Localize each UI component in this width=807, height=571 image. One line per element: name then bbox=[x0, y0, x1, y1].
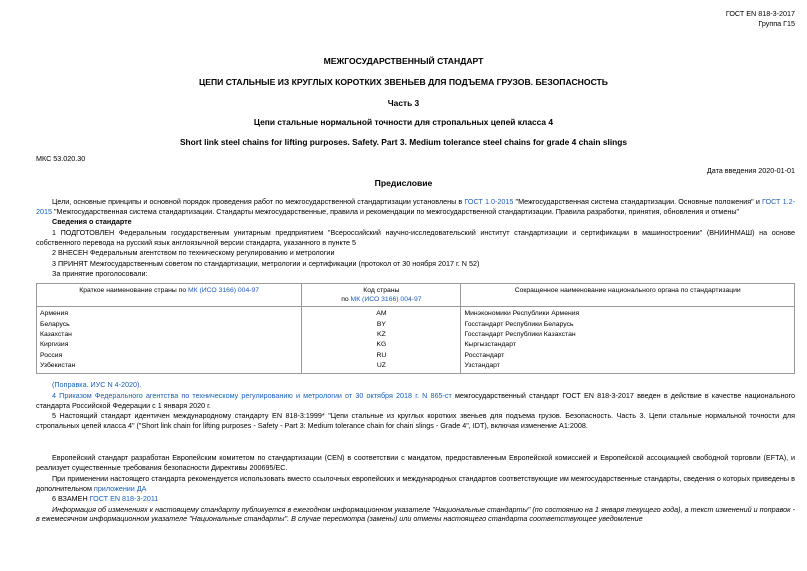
foreword-text: "Межгосударственная система стандартизации. Стандарты межгосударственные, правила и рекомендации по межгосударственной стандартизации. Правила разработки, принятия, обновления и отмены" bbox=[52, 206, 740, 216]
item-4-text: межгосударственный стандарт ГОСТ EN 818-3-2017 введен в действие в качестве национального стандарта Российской Федерации с 1 января 2020 г. bbox=[36, 390, 796, 410]
mk-iso-link[interactable]: МК (ИСО 3166) 004-97 bbox=[188, 287, 260, 294]
code-cell: BY bbox=[302, 320, 461, 330]
table-row bbox=[37, 320, 795, 330]
item-4 bbox=[36, 391, 795, 411]
standard-heading: МЕЖГОСУДАРСТВЕННЫЙ СТАНДАРТ bbox=[323, 56, 484, 66]
table-row bbox=[37, 351, 795, 361]
foreword-paragraph bbox=[36, 197, 795, 217]
column-header-code bbox=[302, 284, 461, 307]
item-5: 5 Настоящий стандарт идентичен международному стандарту EN 818-3:1999* "Цепи стальные из круглых коротких звеньев для подъема грузов. Безопасность. Часть 3. Цепи стальные нормальной точности для стропальных цепей класса 4" ("Short link chain for lifting purposes - Safety - Part 3: Medium tolerance chain for chain slings - Grade 4", IDT), включая изменение A1:2008. bbox=[36, 410, 795, 430]
country-cell: Беларусь bbox=[37, 320, 302, 330]
body-cell: Кыргызстандарт bbox=[461, 340, 795, 350]
table-row bbox=[37, 361, 795, 374]
item-6 bbox=[36, 494, 795, 504]
foreword-body bbox=[36, 197, 795, 525]
country-cell: Казахстан bbox=[37, 330, 302, 340]
header-text: Код страны bbox=[363, 287, 400, 294]
mks-code: МКС 53.020.30 bbox=[36, 154, 86, 163]
countries-table bbox=[36, 283, 795, 374]
body-cell: Госстандарт Республики Казахстан bbox=[461, 330, 795, 340]
apply-note bbox=[36, 474, 795, 494]
order-link[interactable]: 4 Приказом Федерального агентства по техническому регулированию и метрологии от 30 октября 2018 г. N 865-ст bbox=[52, 390, 452, 400]
table-row bbox=[37, 340, 795, 350]
gost-1-2-link[interactable]: ГОСТ 1.2-2015 bbox=[36, 197, 795, 216]
body-cell: Росстандарт bbox=[461, 351, 795, 361]
foreword-text: Цели, основные принципы и основной порядок проведения работ по межгосударственной стандартизации установлены в bbox=[52, 197, 465, 206]
info-heading: Сведения о стандарте bbox=[52, 217, 132, 227]
intro-date: Дата введения 2020-01-01 bbox=[706, 166, 795, 175]
header-codes bbox=[726, 9, 795, 30]
column-header-country bbox=[37, 284, 302, 307]
header-text: Краткое наименование страны по bbox=[79, 287, 189, 294]
item-6-text: 6 ВЗАМЕН bbox=[52, 494, 90, 504]
code-cell: AM bbox=[302, 307, 461, 320]
item-2: 2 ВНЕСЕН Федеральным агентством по техническому регулированию и метрологии bbox=[52, 248, 335, 258]
amendment-link[interactable]: (Поправка. ИУС N 4-2020). bbox=[52, 380, 142, 390]
body-cell: Госстандарт Республики Беларусь bbox=[461, 320, 795, 330]
european-note: Европейский стандарт разработан Европейским комитетом по стандартизации (CEN) в соответствии с мандатом, предоставленным Европейской комиссией и Европейской ассоциацией свободной торговли (EFTA), и реализует существенные требования безопасности Директивы 200695/ЕС. bbox=[36, 453, 795, 473]
doc-code: ГОСТ EN 818-3-2017 bbox=[725, 9, 795, 18]
code-cell: RU bbox=[302, 351, 461, 361]
mk-iso-link[interactable]: МК (ИСО 3166) 004-97 bbox=[350, 296, 422, 304]
table-row bbox=[37, 330, 795, 340]
apply-text: При применении настоящего стандарта рекомендуется использовать вместо ссылочных европейских и международных стандартов соответствующие им межгосударственные стандарты, сведения о которых приведены в дополнительном bbox=[36, 473, 795, 493]
annex-da-link[interactable]: приложении ДА bbox=[93, 483, 147, 493]
item-3: 3 ПРИНЯТ Межгосударственным советом по стандартизации, метрологии и сертификации (протокол от 30 ноября 2017 г. N 52) bbox=[52, 258, 480, 268]
document-subtitle: Цепи стальные нормальной точности для стропальных цепей класса 4 bbox=[253, 117, 554, 127]
gost-1-0-link[interactable]: ГОСТ 1.0-2015 bbox=[464, 197, 514, 206]
country-cell: Киргизия bbox=[37, 340, 302, 350]
body-cell: Узстандарт bbox=[461, 361, 795, 374]
amendment-note bbox=[36, 380, 795, 390]
code-cell: KZ bbox=[302, 330, 461, 340]
part-heading: Часть 3 bbox=[387, 98, 420, 108]
code-cell: KG bbox=[302, 340, 461, 350]
country-cell: Армения bbox=[37, 307, 302, 320]
doc-group: Группа Г15 bbox=[758, 19, 795, 29]
changes-info: Информация об изменениях к настоящему стандарту публикуется в ежегодном информационном указателе "Национальные стандарты" (по состоянию на 1 января текущего года), а текст изменений и поправок - в ежемесячном информационном указателе "Национальные стандарты". В случае пересмотра (замены) или отмены настоящего стандарта соответствующее уведомление bbox=[36, 504, 795, 524]
item-1: 1 ПОДГОТОВЛЕН Федеральным государственным унитарным предприятием "Всероссийский научно-исследовательский институт стандартизации и сертификации в машиностроении" (ВНИИНМАШ) на основе собственного перевода на русский язык англоязычной версии стандарта, указанного в пункте 5 bbox=[36, 227, 795, 247]
voted-label: За принятие проголосовали: bbox=[52, 269, 148, 279]
country-cell: Россия bbox=[37, 351, 302, 361]
document-title: ЦЕПИ СТАЛЬНЫЕ ИЗ КРУГЛЫХ КОРОТКИХ ЗВЕНЬЕВ ДЛЯ ПОДЪЕМА ГРУЗОВ. БЕЗОПАСНОСТЬ bbox=[198, 77, 608, 87]
foreword-heading: Предисловие bbox=[374, 178, 433, 188]
body-cell: Минэкономики Республики Армения bbox=[461, 307, 795, 320]
english-title: Short link steel chains for lifting purposes. Safety. Part 3. Medium tolerance steel chains for grade 4 chain slings bbox=[179, 137, 628, 147]
foreword-text: "Межгосударственная система стандартизации. Основные положения" и bbox=[513, 197, 763, 206]
country-cell: Узбекистан bbox=[37, 361, 302, 374]
code-cell: UZ bbox=[302, 361, 461, 374]
header-text: по bbox=[341, 296, 351, 304]
gost-2011-link[interactable]: ГОСТ EN 818-3-2011 bbox=[89, 494, 159, 504]
table-row bbox=[37, 307, 795, 320]
column-header-body: Сокращенное наименование национального органа по стандартизации bbox=[461, 284, 795, 307]
